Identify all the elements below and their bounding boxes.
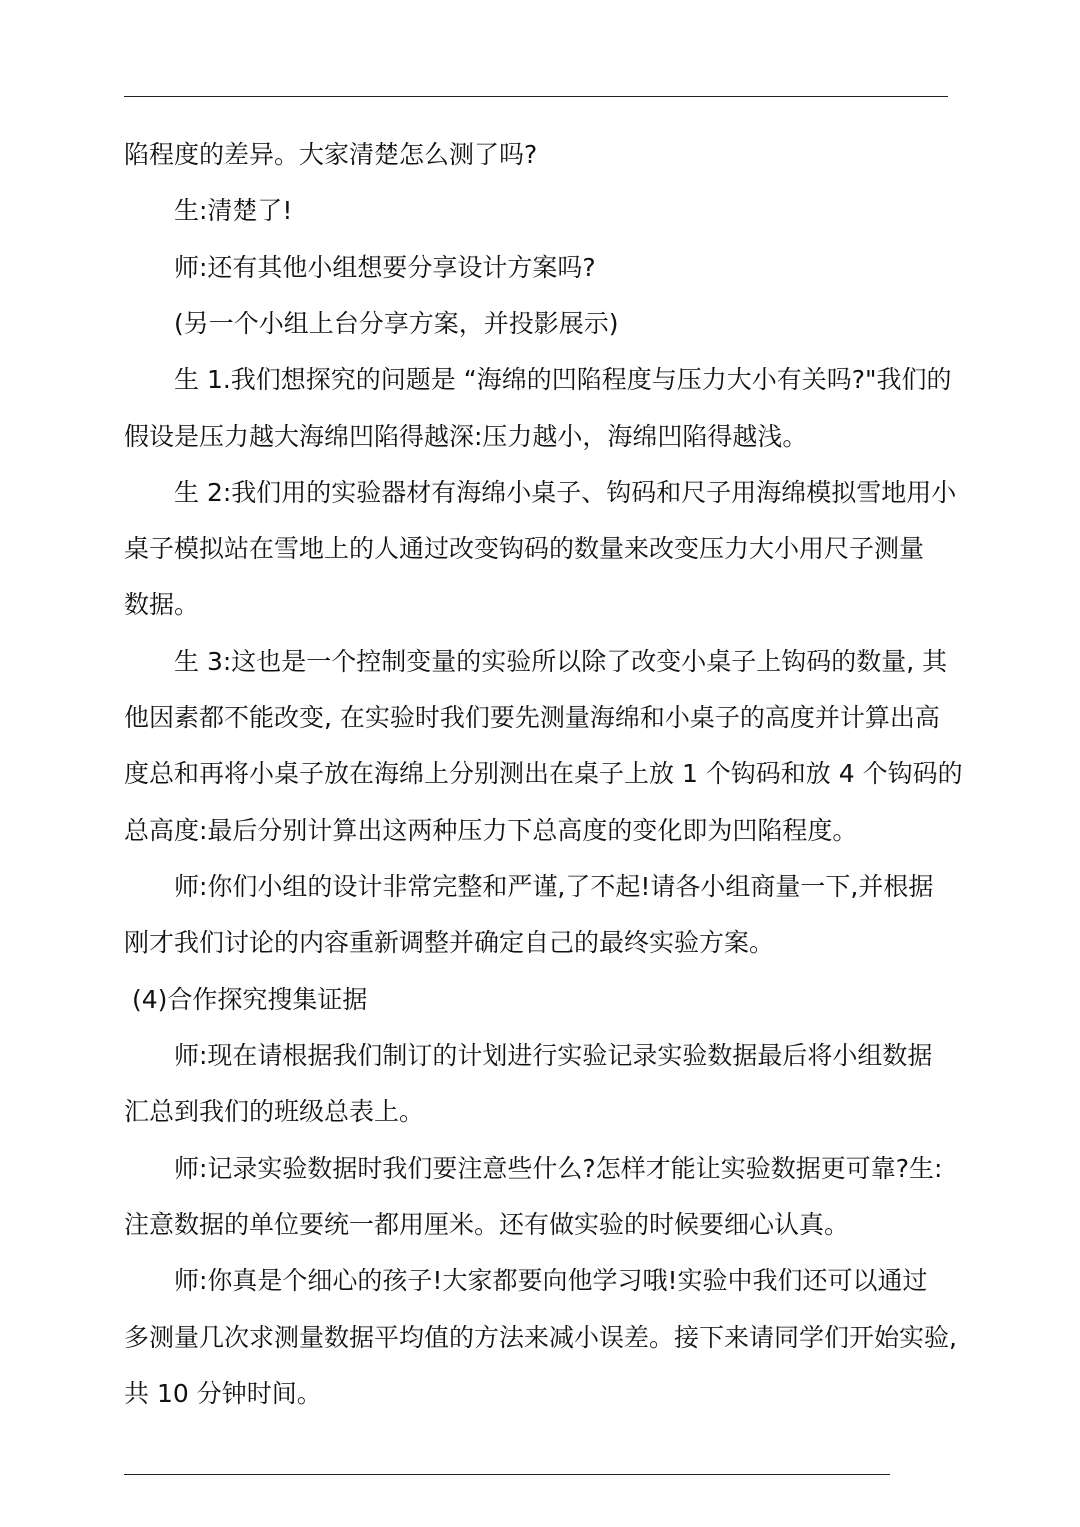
text-line-6: 假设是压力越大海绵凹陷得越深:压力越小，海绵凹陷得越浅。: [124, 422, 808, 451]
text-line-20: 注意数据的单位要统一都用厘米。还有做实验的时候要细心认真。: [124, 1210, 850, 1239]
text-line-18: 汇总到我们的班级总表上。: [124, 1097, 425, 1126]
text-line-9: 数据。: [124, 590, 200, 619]
text-line-4: (另一个小组上台分享方案，并投影展示): [174, 309, 619, 338]
text-line-17: 师:现在请根据我们制订的计划进行实验记录实验数据最后将小组数据: [174, 1041, 933, 1070]
text-line-13: 总高度:最后分别计算出这两种压力下总高度的变化即为凹陷程度。: [124, 816, 858, 845]
text-line-8: 桌子模拟站在雪地上的人通过改变钩码的数量来改变压力大小用尺子测量: [124, 534, 925, 563]
text-line-22: 多测量几次求测量数据平均值的方法来减小误差。接下来请同学们开始实验,: [124, 1323, 957, 1352]
text-line-3: 师:还有其他小组想要分享设计方案吗?: [174, 253, 596, 282]
text-line-7: 生 2:我们用的实验器材有海绵小桌子、钩码和尺子用海绵模拟雪地用小: [174, 478, 957, 507]
text-line-14: 师:你们小组的设计非常完整和严谨,了不起!请各小组商量一下,并根据: [174, 872, 934, 901]
text-line-1: 陷程度的差异。大家清楚怎么测了吗?: [124, 140, 538, 169]
text-line-11: 他因素都不能改变, 在实验时我们要先测量海绵和小桌子的高度并计算出高: [124, 703, 940, 732]
text-line-12: 度总和再将小桌子放在海绵上分别测出在桌子上放 1 个钩码和放 4 个钩码的: [124, 759, 963, 788]
header-rule: [124, 96, 948, 97]
section-heading: (4)合作探究搜集证据: [132, 985, 368, 1014]
text-line-23: 共 10 分钟时间。: [124, 1379, 322, 1408]
text-line-21: 师:你真是个细心的孩子!大家都要向他学习哦!实验中我们还可以通过: [174, 1266, 928, 1295]
text-line-10: 生 3:这也是一个控制变量的实验所以除了改变小桌子上钩码的数量, 其: [174, 647, 948, 676]
text-line-2: 生:清楚了!: [174, 196, 293, 225]
text-line-5: 生 1.我们想探究的问题是 “海绵的凹陷程度与压力大小有关吗?"我们的: [174, 365, 952, 394]
text-line-15: 刚才我们讨论的内容重新调整并确定自己的最终实验方案。: [124, 928, 775, 957]
footer-rule: [124, 1474, 890, 1475]
text-line-19: 师:记录实验数据时我们要注意些什么?怎样才能让实验数据更可靠?生:: [174, 1154, 943, 1183]
